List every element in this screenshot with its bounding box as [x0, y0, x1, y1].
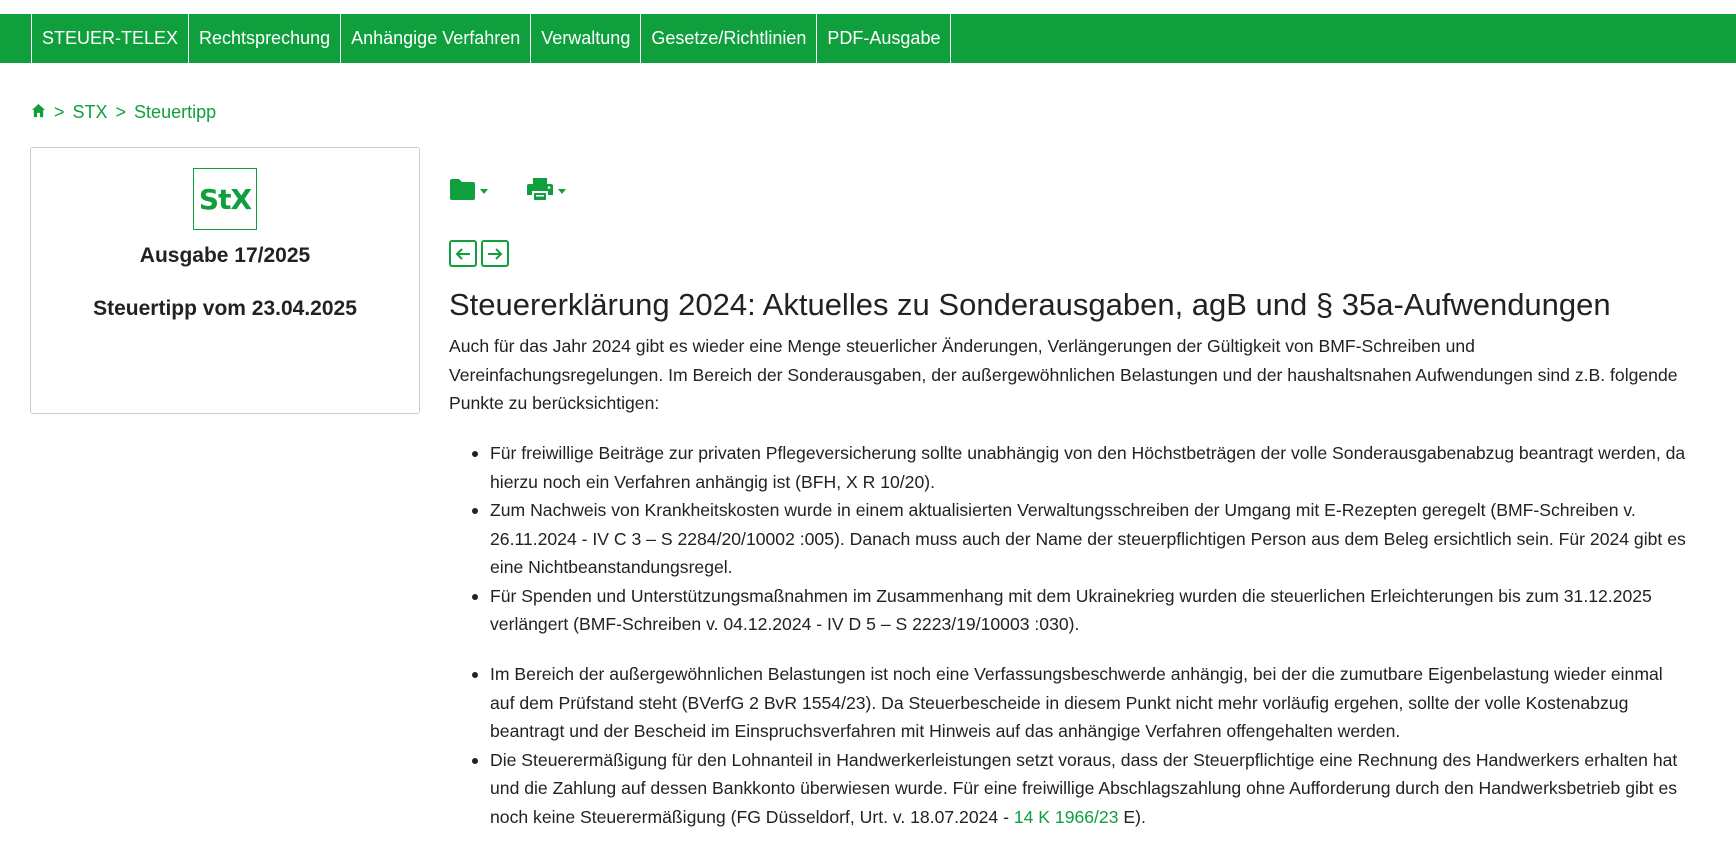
- article-list-secondary: [449, 660, 1689, 831]
- breadcrumb-item-stx[interactable]: STX: [72, 101, 108, 122]
- court-reference-link[interactable]: 14 K 1966/23: [1013, 806, 1119, 827]
- chevron-down-icon: [480, 189, 488, 194]
- previous-article-button[interactable]: [449, 240, 477, 267]
- nav-item-steuer-telex[interactable]: STEUER-TELEX: [32, 14, 189, 63]
- home-link[interactable]: [31, 102, 46, 123]
- nav-item-rechtsprechung[interactable]: Rechtsprechung: [189, 14, 341, 63]
- chevron-down-icon: [558, 189, 566, 194]
- list-item: Für Spenden und Unterstützungsmaßnahmen im Zusammenhang mit dem Ukrainekrieg wurden die steuerlichen Erleichterungen bis zum 31.12.2025 verlängert (BMF-Schreiben v. 04.12.2024 - IV D 5 – S 2223/19/10003 :030).: [449, 582, 1689, 639]
- list-item: Für freiwillige Beiträge zur privaten Pflegeversicherung sollte unabhängig von den Höchstbeträgen der volle Sonderausgabenabzug beantragt werden, da hierzu noch ein Verfahren anhängig ist (BFH, X R 10/20).: [449, 439, 1689, 496]
- breadcrumb-separator: >: [115, 101, 127, 122]
- nav-item-pdf-ausgabe[interactable]: PDF-Ausgabe: [817, 14, 951, 63]
- list-item: [449, 746, 1689, 832]
- list-item: Im Bereich der außergewöhnlichen Belastungen ist noch eine Verfassungsbeschwerde anhängig, bei der die zumutbare Eigenbelastung wieder einmal auf dem Prüfstand steht (BVerfG 2 BvR 1554/23). Da Steuerbescheide in diesem Punkt nicht mehr vorläufig ergehen, sollte der volle Kostenabzug beantragt und der Bescheid im Einspruchsverfahren mit Hinweis auf das anhängige Verfahren offengehalten werden.: [449, 660, 1689, 746]
- article-list-primary: [449, 439, 1689, 639]
- list-item-text: E).: [1118, 806, 1146, 827]
- article-pager: [449, 240, 513, 267]
- article-toolbar: [449, 174, 566, 204]
- issue-card: [30, 147, 420, 414]
- issue-number: Ausgabe 17/2025: [139, 244, 311, 267]
- breadcrumb-item-steuertipp[interactable]: Steuertipp: [134, 101, 217, 122]
- next-article-button[interactable]: [481, 240, 509, 267]
- breadcrumb: [31, 101, 216, 123]
- home-icon: [31, 103, 46, 118]
- print-dropdown-button[interactable]: [526, 177, 566, 201]
- arrow-left-icon: [454, 246, 472, 262]
- article-intro: Auch für das Jahr 2024 gibt es wieder eine Menge steuerlicher Änderungen, Verlängerungen der Gültigkeit von BMF-Schreiben und Vereinfachungsregelungen. Im Bereich der Sonderausgaben, der außergewöhnlichen Belastungen und der haushaltsnahen Aufwendungen sind z.B. folgende Punkte zu berücksichtigen:: [449, 336, 1678, 413]
- top-navbar: [0, 14, 1736, 63]
- nav-item-gesetze-richtlinien[interactable]: Gesetze/Richtlinien: [641, 14, 817, 63]
- tip-date: Steuertipp vom 23.04.2025: [93, 297, 357, 320]
- arrow-right-icon: [486, 246, 504, 262]
- stx-logo: StX: [193, 168, 257, 230]
- nav-item-anhaengige-verfahren[interactable]: Anhängige Verfahren: [341, 14, 531, 63]
- print-icon: [526, 177, 554, 201]
- article-title: Steuererklärung 2024: Aktuelles zu Sonderausgaben, agB und § 35a-Aufwendungen: [449, 287, 1611, 322]
- list-item-text: Die Steuerermäßigung für den Lohnanteil in Handwerkerleistungen setzt voraus, dass der Steuerpflichtige eine Rechnung des Handwerkers erhalten hat und die Zahlung auf dessen Bankkonto überwiesen wurde. Für eine freiwillige Abschlagszahlung ohne Aufforderung durch den Handwerksbetrieb gibt es noch keine Steuerermäßigung (FG Düsseldorf, Urt. v. 18.07.2024 -: [490, 749, 1678, 827]
- folder-icon: [449, 178, 476, 201]
- nav-list: [31, 14, 951, 63]
- breadcrumb-separator: >: [54, 101, 65, 122]
- folder-dropdown-button[interactable]: [449, 178, 488, 201]
- nav-item-verwaltung[interactable]: Verwaltung: [531, 14, 641, 63]
- list-item: Zum Nachweis von Krankheitskosten wurde in einem aktualisierten Verwaltungsschreiben der Umgang mit E-Rezepten geregelt (BMF-Schreiben v. 26.11.2024 - IV C 3 – S 2284/20/10002 :005). Danach muss auch der Name der steuerpflichtigen Person aus dem Beleg ersichtlich sein. Für 2024 gibt es eine Nichtbeanstandungsregel.: [449, 496, 1689, 582]
